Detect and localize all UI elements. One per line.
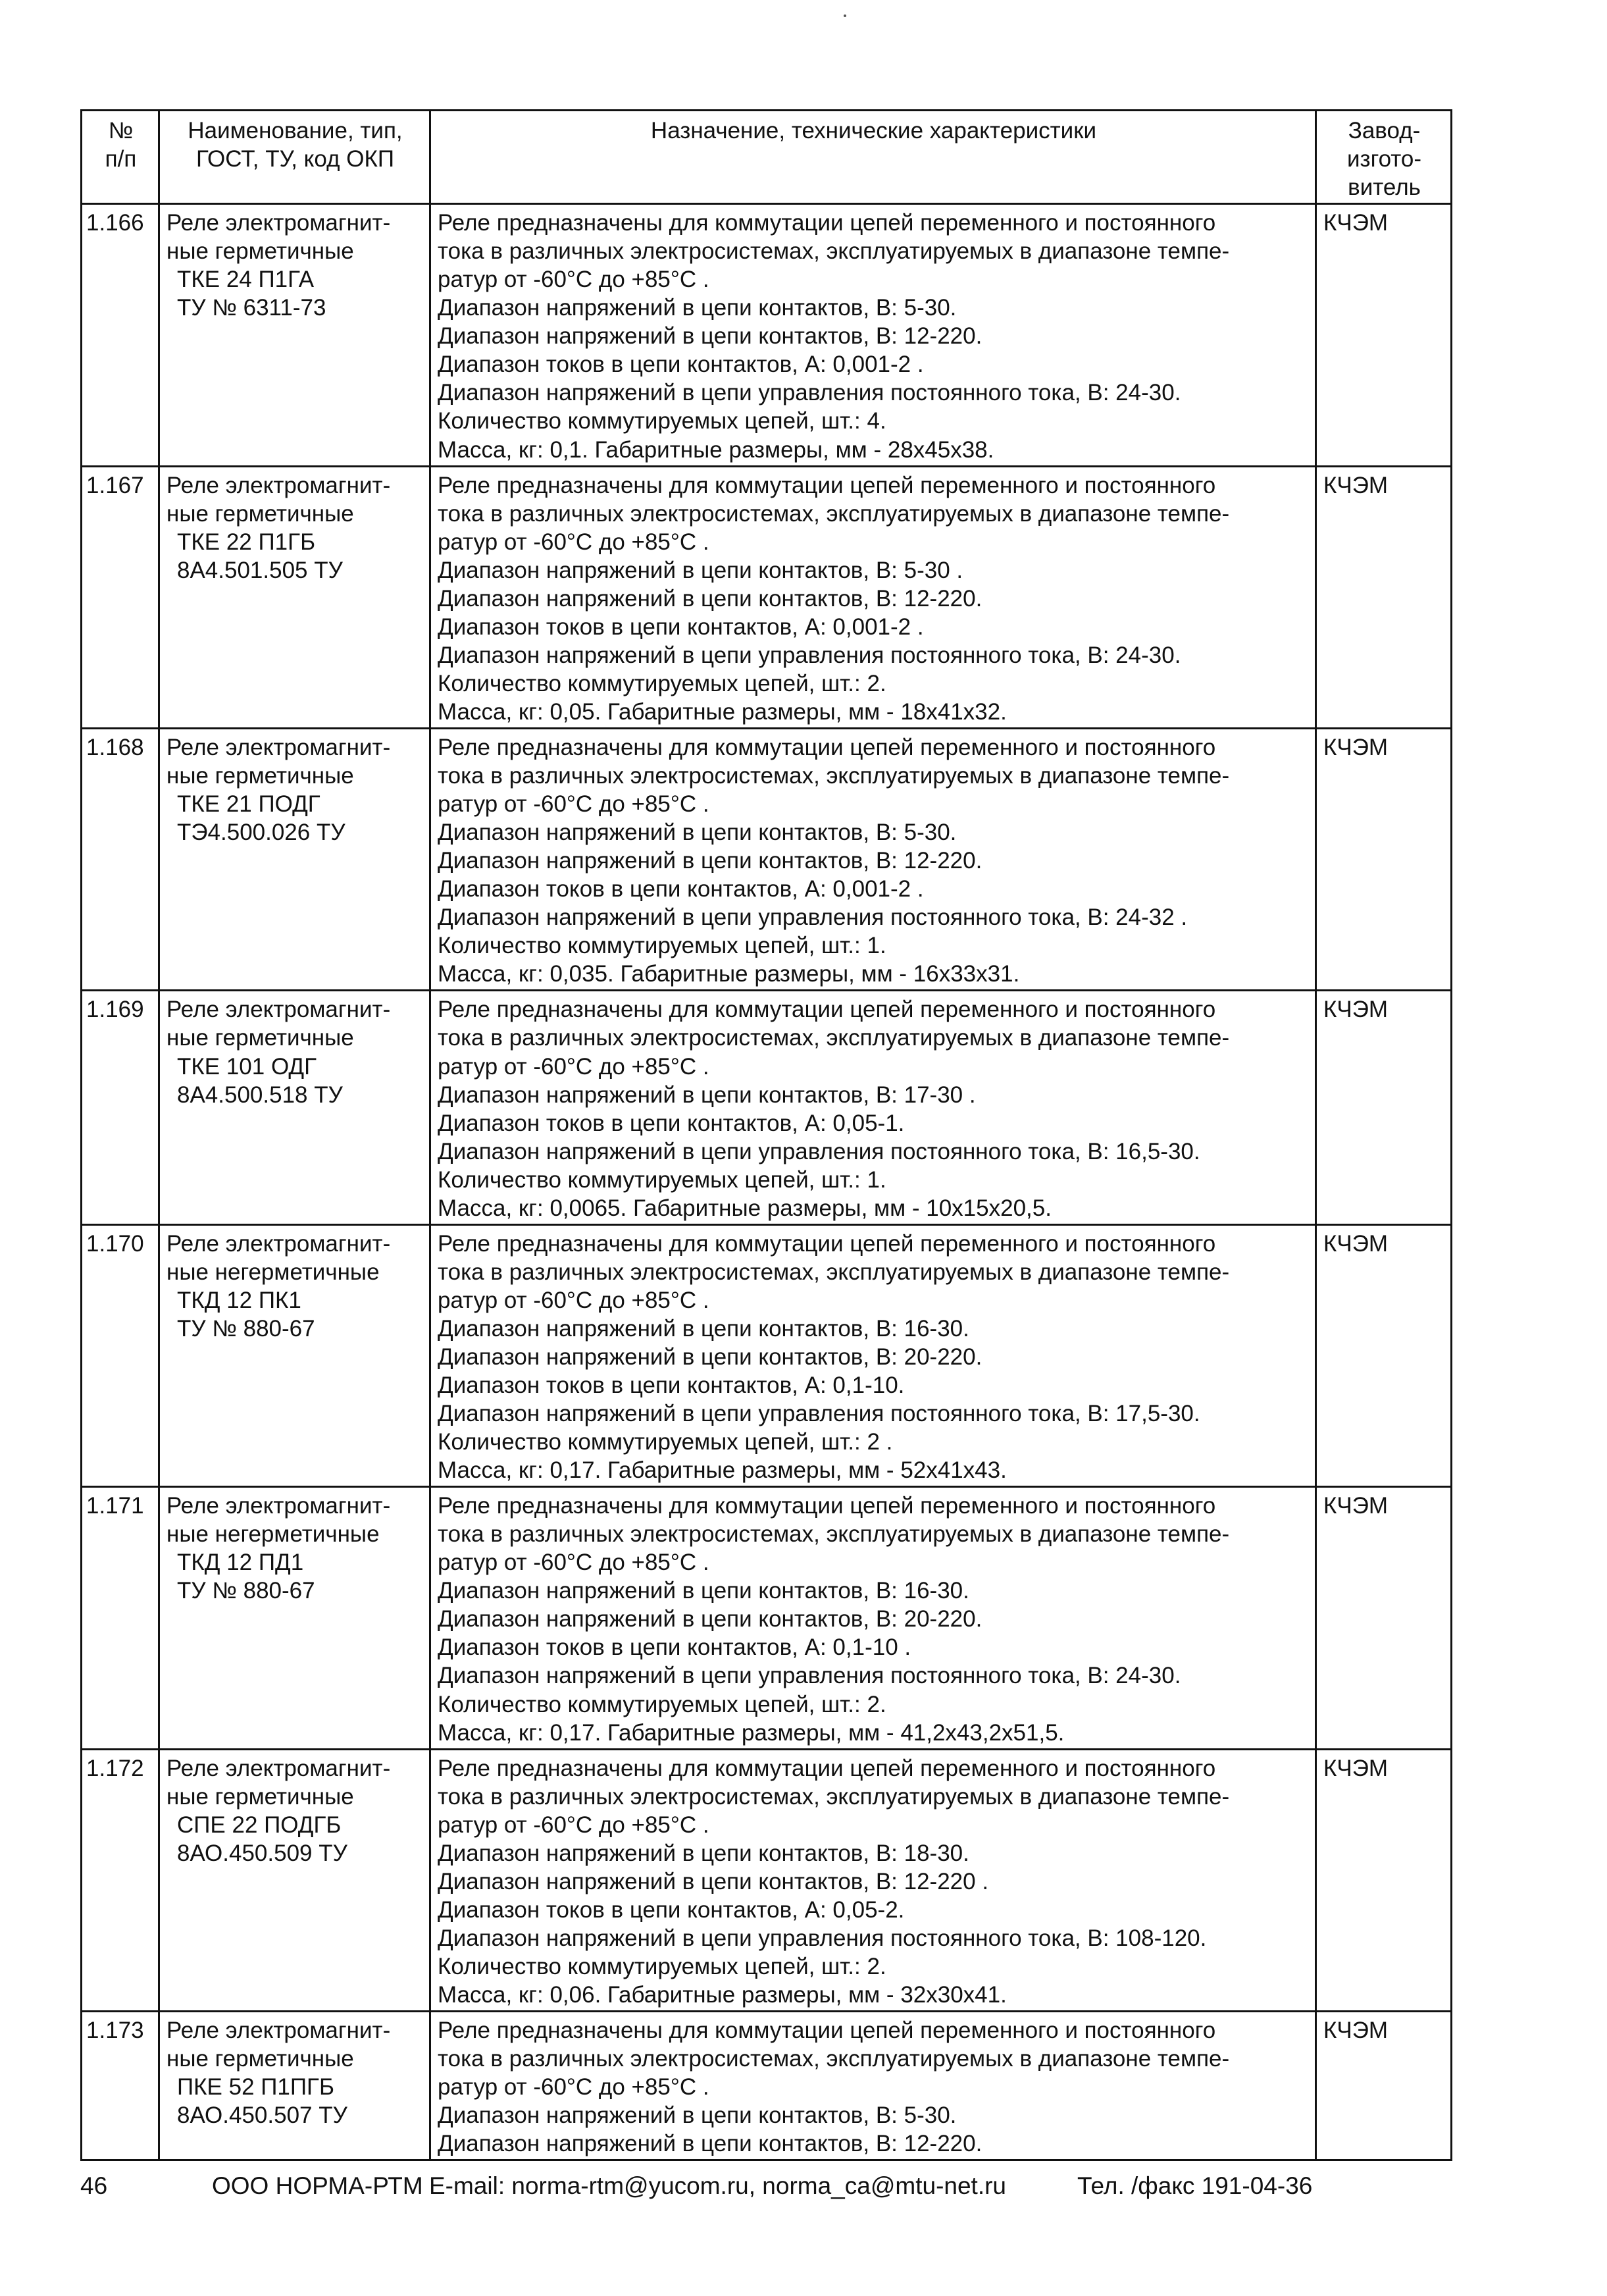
item-description-line: Количество коммутируемых цепей, шт.: 4. xyxy=(438,408,886,434)
item-name-cell xyxy=(159,1487,430,1749)
item-number: 1.166 xyxy=(82,204,159,466)
item-description-line: тока в различных электросистемах, эксплуатируемых в диапазоне темпе- xyxy=(438,1259,1230,1285)
table-row xyxy=(82,1224,1452,1486)
item-description-line: Реле предназначены для коммутации цепей переменного и постоянного xyxy=(438,472,1216,498)
table-row xyxy=(82,991,1452,1224)
item-manufacturer: КЧЭМ xyxy=(1316,2012,1452,2160)
item-description-line: Масса, кг: 0,17. Габаритные размеры, мм - 41,2х43,2х51,5. xyxy=(438,1719,1065,1746)
item-description-line: Диапазон напряжений в цепи управления постоянного тока, В: 16,5-30. xyxy=(438,1138,1200,1164)
item-description-line: тока в различных электросистемах, эксплуатируемых в диапазоне темпе- xyxy=(438,1521,1230,1548)
item-description-line: Диапазон напряжений в цепи контактов, В: 12-220 . xyxy=(438,1868,989,1894)
item-description-line: Диапазон напряжений в цепи управления постоянного тока, В: 17,5-30. xyxy=(438,1401,1200,1427)
item-description-cell xyxy=(430,1224,1316,1486)
item-description-line: Диапазон напряжений в цепи контактов, В: 12-220. xyxy=(438,323,982,350)
item-name-line: Реле электромагнит- xyxy=(166,2018,391,2044)
item-description-cell xyxy=(430,1749,1316,2011)
item-name-line: ТУ № 880-67 xyxy=(177,1315,315,1342)
item-description-line: ратур от -60°С до +85°С . xyxy=(438,1550,709,1576)
item-number: 1.167 xyxy=(82,466,159,728)
header-name xyxy=(159,111,430,204)
item-name-line: ТКЕ 21 ПОДГ xyxy=(177,791,320,818)
table-row xyxy=(82,1749,1452,2011)
item-description-line: Количество коммутируемых цепей, шт.: 2 . xyxy=(438,1429,893,1455)
item-description-cell xyxy=(430,991,1316,1224)
item-number: 1.168 xyxy=(82,728,159,990)
item-number: 1.169 xyxy=(82,991,159,1224)
item-description-line: Диапазон токов в цепи контактов, А: 0,05-1. xyxy=(438,1110,905,1136)
item-name-line: ТУ № 6311-73 xyxy=(177,295,326,321)
item-description-cell xyxy=(430,1487,1316,1749)
page-number: 46 xyxy=(80,2172,108,2199)
item-description-line: Реле предназначены для коммутации цепей переменного и постоянного xyxy=(438,1493,1216,1519)
item-number: 1.171 xyxy=(82,1487,159,1749)
item-description-line: Количество коммутируемых цепей, шт.: 2. xyxy=(438,1953,886,1979)
item-manufacturer: КЧЭМ xyxy=(1316,1224,1452,1486)
item-description-line: Диапазон напряжений в цепи контактов, В: 5-30. xyxy=(438,295,957,321)
item-description-line: Масса, кг: 0,0065. Габаритные размеры, мм - 10х15х20,5. xyxy=(438,1195,1052,1221)
header-manufacturer xyxy=(1316,111,1452,204)
item-description-line: Диапазон токов в цепи контактов, А: 0,05-2. xyxy=(438,1896,905,1923)
item-description-cell xyxy=(430,466,1316,728)
footer-company: ООО НОРМА-РТМ xyxy=(212,2172,423,2199)
item-description-line: Диапазон напряжений в цепи контактов, В: 12-220. xyxy=(438,2131,982,2157)
item-name-line: ТКД 12 ПД1 xyxy=(177,1550,304,1576)
item-manufacturer: КЧЭМ xyxy=(1316,728,1452,990)
item-name-line: 8А4.500.518 ТУ xyxy=(177,1082,343,1108)
item-description-line: Диапазон напряжений в цепи контактов, В: 18-30. xyxy=(438,1840,969,1866)
item-description-line: Диапазон токов в цепи контактов, А: 0,1-10 . xyxy=(438,1634,911,1661)
item-description-line: Количество коммутируемых цепей, шт.: 1. xyxy=(438,933,886,959)
item-description-line: ратур от -60°С до +85°С . xyxy=(438,267,709,293)
item-manufacturer: КЧЭМ xyxy=(1316,991,1452,1224)
item-description-line: ратур от -60°С до +85°С . xyxy=(438,2074,709,2100)
item-description-line: Диапазон напряжений в цепи контактов, В: 20-220. xyxy=(438,1344,982,1370)
item-description-line: Диапазон токов в цепи контактов, А: 0,001-2 . xyxy=(438,352,924,378)
item-description-cell xyxy=(430,2012,1316,2160)
header-number-text: № п/п xyxy=(105,118,137,172)
item-name-line: Реле электромагнит- xyxy=(166,210,391,236)
item-description-line: ратур от -60°С до +85°С . xyxy=(438,529,709,555)
scan-speck xyxy=(844,14,846,17)
item-name-line: Реле электромагнит- xyxy=(166,472,391,498)
item-name-line: ные герметичные xyxy=(166,2046,354,2072)
table-row xyxy=(82,1487,1452,1749)
item-description-line: Диапазон напряжений в цепи контактов, В: 16-30. xyxy=(438,1578,969,1604)
item-description-line: Диапазон напряжений в цепи контактов, В: 12-220. xyxy=(438,585,982,612)
item-description-line: Диапазон напряжений в цепи управления постоянного тока, В: 24-30. xyxy=(438,1663,1181,1689)
relay-catalog-table xyxy=(80,109,1452,2161)
item-name-line: Реле электромагнит- xyxy=(166,1493,391,1519)
item-description-line: Реле предназначены для коммутации цепей переменного и постоянного xyxy=(438,1230,1216,1257)
item-name-line: ные герметичные xyxy=(166,1783,354,1810)
item-name-line: ные негерметичные xyxy=(166,1521,380,1548)
item-name-line: ные герметичные xyxy=(166,763,354,789)
item-name-line: ные герметичные xyxy=(166,238,354,265)
item-description-line: Масса, кг: 0,1. Габаритные размеры, мм - 28х45х38. xyxy=(438,436,994,463)
item-description-line: Количество коммутируемых цепей, шт.: 2. xyxy=(438,1691,886,1717)
item-description-line: тока в различных электросистемах, эксплуатируемых в диапазоне темпе- xyxy=(438,1783,1230,1810)
item-name-line: Реле электромагнит- xyxy=(166,1230,391,1257)
item-description-line: Диапазон напряжений в цепи контактов, В: 5-30 . xyxy=(438,557,963,583)
item-name-line: ные герметичные xyxy=(166,1025,354,1051)
item-name-line: ТКЕ 22 П1ГБ xyxy=(177,529,316,555)
item-manufacturer: КЧЭМ xyxy=(1316,466,1452,728)
item-name-cell xyxy=(159,728,430,990)
item-name-line: ПКЕ 52 П1ПГБ xyxy=(177,2074,334,2100)
item-description-line: тока в различных электросистемах, эксплуатируемых в диапазоне темпе- xyxy=(438,2046,1230,2072)
item-name-cell xyxy=(159,466,430,728)
header-description xyxy=(430,111,1316,204)
item-name-cell xyxy=(159,204,430,466)
item-description-line: ратур от -60°С до +85°С . xyxy=(438,791,709,818)
item-description-line: Диапазон напряжений в цепи управления постоянного тока, В: 24-30. xyxy=(438,642,1181,668)
item-description-line: Масса, кг: 0,17. Габаритные размеры, мм - 52х41х43. xyxy=(438,1457,1007,1484)
item-name-line: Реле электромагнит- xyxy=(166,1755,391,1781)
item-description-line: Реле предназначены для коммутации цепей переменного и постоянного xyxy=(438,1755,1216,1781)
item-description-line: тока в различных электросистемах, эксплуатируемых в диапазоне темпе- xyxy=(438,500,1230,527)
table-row xyxy=(82,466,1452,728)
header-name-text: Наименование, тип, ГОСТ, ТУ, код ОКП xyxy=(188,118,403,172)
item-description-line: Диапазон напряжений в цепи контактов, В: 12-220. xyxy=(438,848,982,874)
item-number: 1.172 xyxy=(82,1749,159,2011)
item-manufacturer: КЧЭМ xyxy=(1316,204,1452,466)
item-name-line: 8А4.501.505 ТУ xyxy=(177,557,343,583)
item-name-line: ТКЕ 101 ОДГ xyxy=(177,1053,317,1080)
header-number xyxy=(82,111,159,204)
item-name-line: Реле электромагнит- xyxy=(166,997,391,1023)
item-manufacturer: КЧЭМ xyxy=(1316,1749,1452,2011)
table-row xyxy=(82,728,1452,990)
item-description-line: Диапазон напряжений в цепи контактов, В: 17-30 . xyxy=(438,1082,976,1108)
item-name-cell xyxy=(159,1749,430,2011)
item-description-line: Масса, кг: 0,06. Габаритные размеры, мм - 32х30х41. xyxy=(438,1982,1007,2008)
item-name-line: Реле электромагнит- xyxy=(166,734,391,760)
item-number: 1.170 xyxy=(82,1224,159,1486)
item-description-line: Диапазон напряжений в цепи управления постоянного тока, В: 24-32 . xyxy=(438,904,1188,931)
header-manufacturer-text: Завод- изгото- витель xyxy=(1346,118,1422,201)
item-description-line: Реле предназначены для коммутации цепей переменного и постоянного xyxy=(438,734,1216,760)
item-name-cell xyxy=(159,1224,430,1486)
item-description-line: Диапазон напряжений в цепи управления постоянного тока, В: 24-30. xyxy=(438,380,1181,406)
item-name-line: ТКЕ 24 П1ГА xyxy=(177,267,315,293)
item-description-line: Реле предназначены для коммутации цепей переменного и постоянного xyxy=(438,997,1216,1023)
item-description-line: Количество коммутируемых цепей, шт.: 2. xyxy=(438,670,886,696)
table-row xyxy=(82,204,1452,466)
item-name-line: 8АО.450.509 ТУ xyxy=(177,1840,347,1866)
table-header-row xyxy=(82,111,1452,204)
item-description-cell xyxy=(430,204,1316,466)
item-description-cell xyxy=(430,728,1316,990)
item-name-line: ТУ № 880-67 xyxy=(177,1578,315,1604)
item-number: 1.173 xyxy=(82,2012,159,2160)
item-name-line: СПЕ 22 ПОДГБ xyxy=(177,1812,342,1838)
item-manufacturer: КЧЭМ xyxy=(1316,1487,1452,1749)
item-description-line: Диапазон токов в цепи контактов, А: 0,1-10. xyxy=(438,1372,905,1399)
item-name-cell xyxy=(159,991,430,1224)
footer-phone: Тел. /факс 191-04-36 xyxy=(1077,2172,1313,2199)
item-description-line: Масса, кг: 0,05. Габаритные размеры, мм - 18х41х32. xyxy=(438,698,1007,725)
item-name-line: 8АО.450.507 ТУ xyxy=(177,2102,347,2129)
item-description-line: Диапазон напряжений в цепи управления постоянного тока, В: 108-120. xyxy=(438,1925,1207,1951)
item-name-cell xyxy=(159,2012,430,2160)
header-description-text: Назначение, технические характеристики xyxy=(650,118,1097,144)
item-description-line: Диапазон токов в цепи контактов, А: 0,001-2 . xyxy=(438,613,924,640)
footer-contacts: E-mail: norma-rtm@yucom.ru, norma_ca@mtu-net.ru xyxy=(429,2172,1006,2199)
item-description-line: тока в различных электросистемах, эксплуатируемых в диапазоне темпе- xyxy=(438,763,1230,789)
item-description-line: тока в различных электросистемах, эксплуатируемых в диапазоне темпе- xyxy=(438,238,1230,265)
item-name-line: ТКД 12 ПК1 xyxy=(177,1287,301,1313)
item-description-line: ратур от -60°С до +85°С . xyxy=(438,1812,709,1838)
item-description-line: Масса, кг: 0,035. Габаритные размеры, мм - 16х33х31. xyxy=(438,961,1020,987)
item-description-line: Диапазон напряжений в цепи контактов, В: 5-30. xyxy=(438,2102,957,2129)
item-name-line: ТЭ4.500.026 ТУ xyxy=(177,820,345,846)
item-description-line: Диапазон токов в цепи контактов, А: 0,001-2 . xyxy=(438,876,924,902)
item-description-line: тока в различных электросистемах, эксплуатируемых в диапазоне темпе- xyxy=(438,1025,1230,1051)
item-name-line: ные негерметичные xyxy=(166,1259,380,1285)
item-description-line: Реле предназначены для коммутации цепей переменного и постоянного xyxy=(438,210,1216,236)
table-row xyxy=(82,2012,1452,2160)
item-name-line: ные герметичные xyxy=(166,500,354,527)
item-description-line: Количество коммутируемых цепей, шт.: 1. xyxy=(438,1166,886,1193)
item-description-line: ратур от -60°С до +85°С . xyxy=(438,1053,709,1080)
item-description-line: Реле предназначены для коммутации цепей переменного и постоянного xyxy=(438,2018,1216,2044)
item-description-line: Диапазон напряжений в цепи контактов, В: 20-220. xyxy=(438,1606,982,1632)
item-description-line: ратур от -60°С до +85°С . xyxy=(438,1287,709,1313)
item-description-line: Диапазон напряжений в цепи контактов, В: 16-30. xyxy=(438,1315,969,1342)
item-description-line: Диапазон напряжений в цепи контактов, В: 5-30. xyxy=(438,820,957,846)
